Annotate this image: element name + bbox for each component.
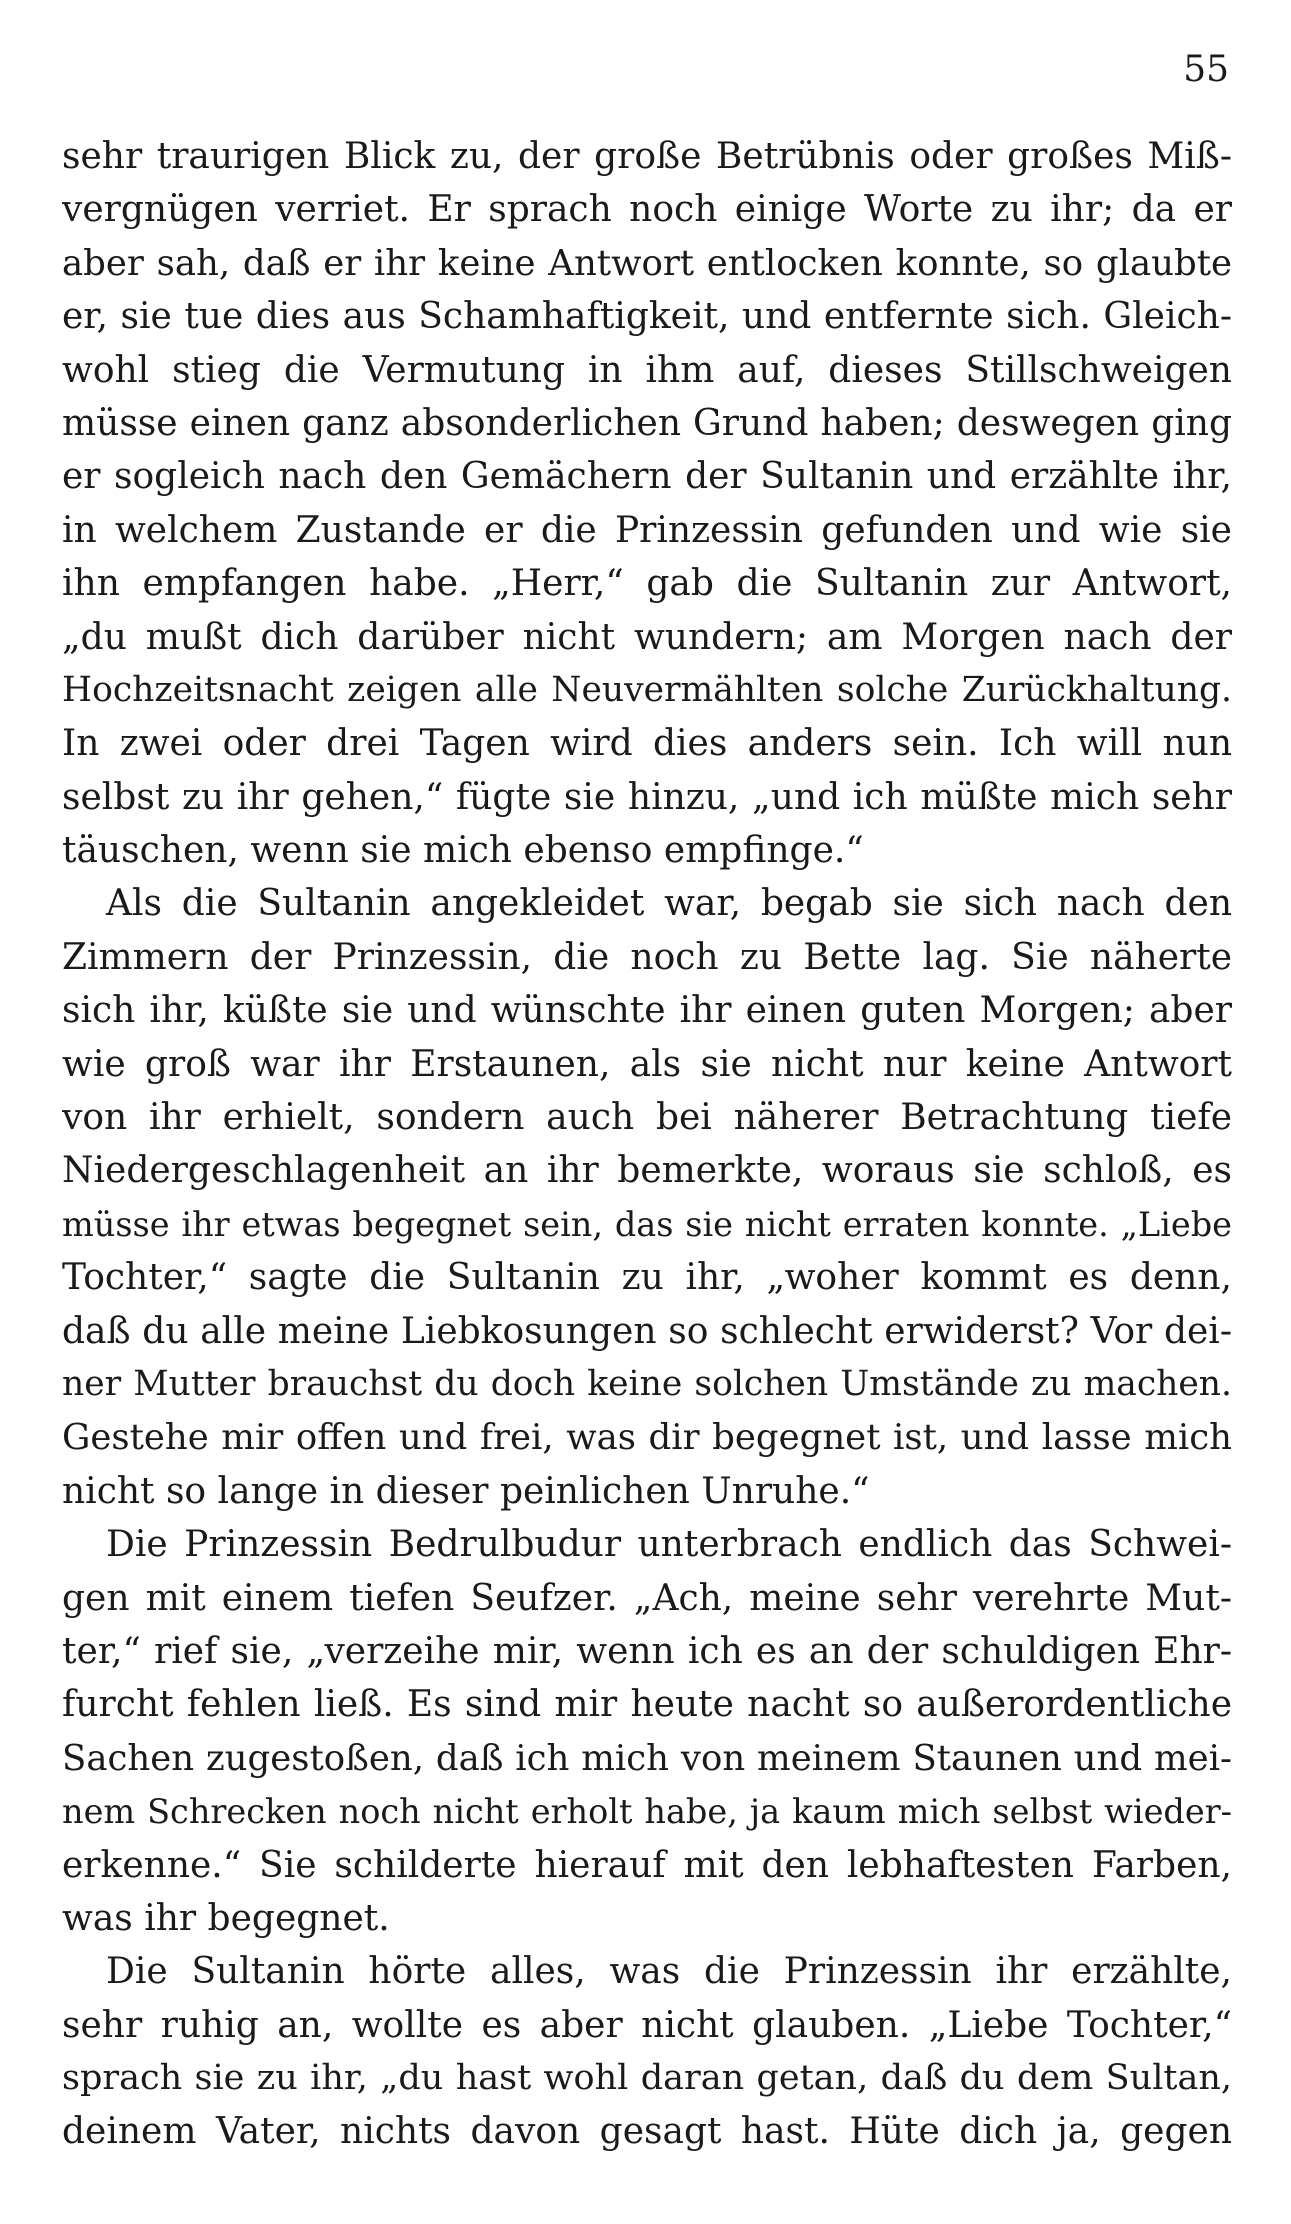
- text-line: Zimmern der Prinzessin, die noch zu Bette lag. Sie näherte: [62, 936, 1232, 978]
- text-line: nem Schrecken noch nicht erholt habe, ja kaum mich selbst wieder-: [62, 1792, 1232, 1832]
- text-line: Sachen zugestoßen, daß ich mich von meinem Staunen und mei-: [62, 1737, 1232, 1779]
- text-line: von ihr erhielt, sondern auch bei näherer Betrachtung tiefe: [62, 1097, 1232, 1139]
- text-line: In zwei oder drei Tagen wird dies anders sein. Ich will nun: [62, 723, 1232, 765]
- text-line: er, sie tue dies aus Schamhaftigkeit, und entfernte sich. Gleich-: [62, 296, 1232, 338]
- text-line: aber sah, daß er ihr keine Antwort entlocken konnte, so glaubte: [62, 242, 1232, 284]
- text-line: müsse ihr etwas begegnet sein, das sie nicht erraten konnte. „Liebe: [62, 1204, 1232, 1244]
- text-line: gen mit einem tiefen Seufzer. „Ach, meine sehr verehrte Mut-: [62, 1577, 1232, 1619]
- text-line: Die Sultanin hörte alles, was die Prinzessin ihr erzählte,: [106, 1951, 1232, 1993]
- text-line: was ihr begegnet.: [62, 1897, 390, 1939]
- text-line: ihn empfangen habe. „Herr,“ gab die Sultanin zur Antwort,: [62, 563, 1232, 605]
- page-number: 55: [1183, 49, 1229, 90]
- text-line: nicht so lange in dieser peinlichen Unruhe.“: [62, 1470, 870, 1512]
- text-line: vergnügen verriet. Er sprach noch einige Worte zu ihr; da er: [62, 189, 1232, 231]
- text-line: ter,“ rief sie, „verzeihe mir, wenn ich es an der schuldigen Ehr-: [62, 1630, 1232, 1672]
- text-line: sehr ruhig an, wollte es aber nicht glauben. „Liebe Tochter,“: [62, 2004, 1232, 2046]
- text-line: er sogleich nach den Gemächern der Sultanin und erzählte ihr,: [62, 456, 1232, 498]
- text-line: wie groß war ihr Erstaunen, als sie nicht nur keine Antwort: [62, 1043, 1232, 1085]
- text-line: in welchem Zustande er die Prinzessin gefunden und wie sie: [62, 509, 1232, 551]
- text-line: Die Prinzessin Bedrulbudur unterbrach endlich das Schwei-: [106, 1524, 1232, 1566]
- text-line: deinem Vater, nichts davon gesagt hast. Hüte dich ja, gegen: [62, 2111, 1232, 2153]
- text-line: wohl stieg die Vermutung in ihm auf, dieses Stillschweigen: [62, 349, 1232, 391]
- text-line: daß du alle meine Liebkosungen so schlecht erwiderst? Vor dei-: [62, 1310, 1232, 1352]
- text-line: Niedergeschlagenheit an ihr bemerkte, woraus sie schloß, es: [62, 1150, 1232, 1192]
- text-line: selbst zu ihr gehen,“ fügte sie hinzu, „und ich müßte mich sehr: [62, 776, 1232, 818]
- text-line: erkenne.“ Sie schilderte hierauf mit den lebhaftesten Farben,: [62, 1844, 1232, 1886]
- text-line: sprach sie zu ihr, „du hast wohl daran getan, daß du dem Sultan,: [62, 2058, 1232, 2099]
- text-line: ner Mutter brauchst du doch keine solchen Umstände zu machen.: [62, 1363, 1232, 1404]
- text-line: sich ihr, küßte sie und wünschte ihr einen guten Morgen; aber: [62, 990, 1232, 1032]
- text-line: sehr traurigen Blick zu, der große Betrübnis oder großes Miß-: [62, 136, 1232, 177]
- text-line: furcht fehlen ließ. Es sind mir heute nacht so außerordentliche: [62, 1684, 1232, 1726]
- text-line: müsse einen ganz absonderlichen Grund haben; deswegen ging: [62, 402, 1232, 444]
- text-line: Als die Sultanin angekleidet war, begab sie sich nach den: [106, 883, 1232, 925]
- text-line: täuschen, wenn sie mich ebenso empfinge.“: [62, 830, 864, 872]
- text-line: Hochzeitsnacht zeigen alle Neuvermählten solche Zurückhaltung.: [62, 669, 1232, 710]
- text-line: „du mußt dich darüber nicht wundern; am Morgen nach der: [62, 616, 1232, 658]
- body-text: [62, 130, 1232, 2159]
- text-line: Tochter,“ sagte die Sultanin zu ihr, „woher kommt es denn,: [62, 1257, 1232, 1299]
- text-line: Gestehe mir offen und frei, was dir begegnet ist, und lasse mich: [62, 1417, 1232, 1459]
